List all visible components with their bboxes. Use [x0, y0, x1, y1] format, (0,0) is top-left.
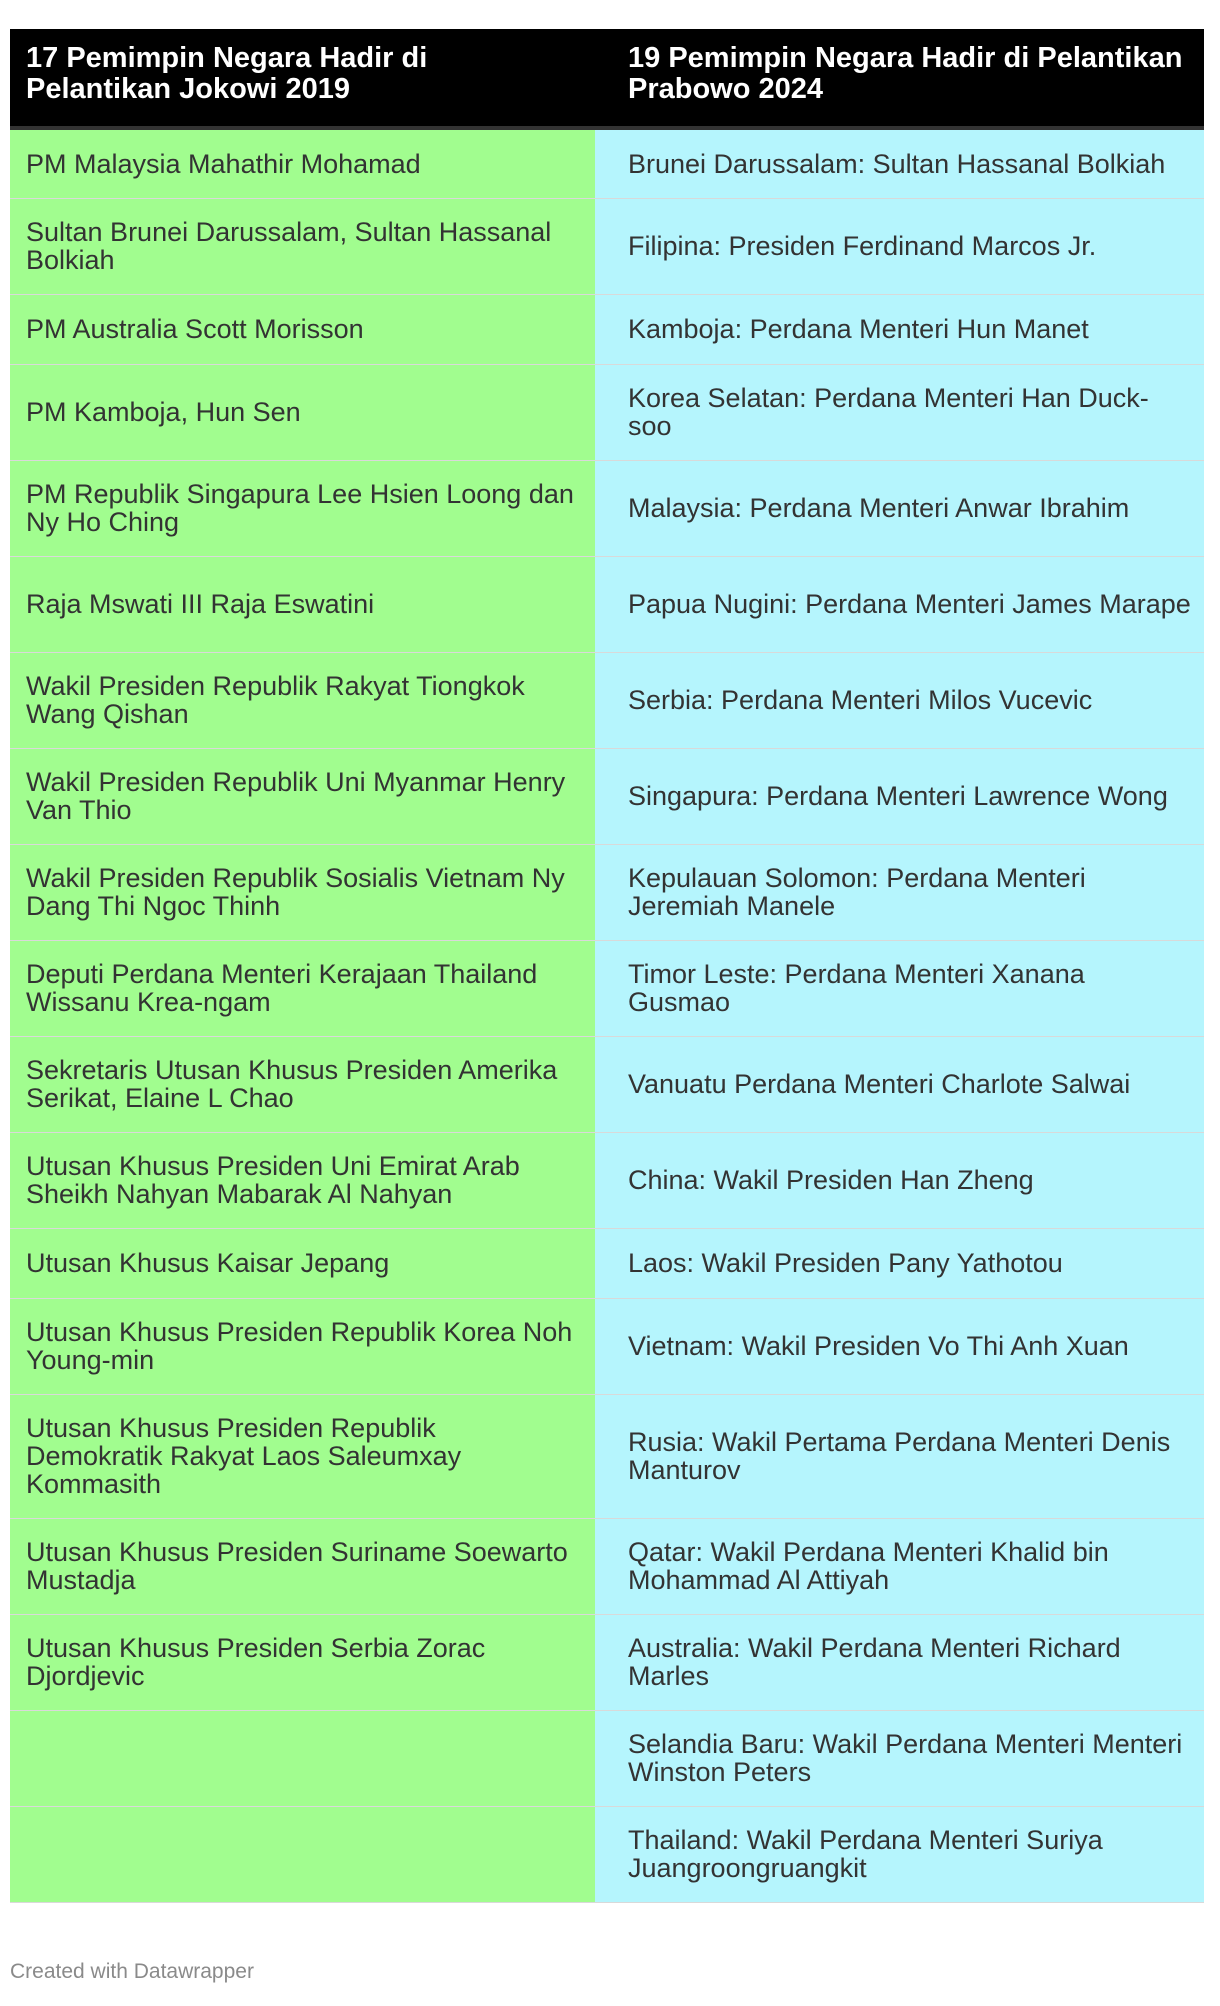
datawrapper-credit: Created with Datawrapper: [10, 1960, 254, 1983]
cell-prabowo-2024: Thailand: Wakil Perdana Menteri Suriya Juangroongruangkit: [595, 1806, 1204, 1902]
cell-jokowi-2019: PM Kamboja, Hun Sen: [10, 364, 595, 460]
cell-jokowi-2019: Utusan Khusus Presiden Republik Korea Noh Young-min: [10, 1298, 595, 1394]
table-row: [10, 1298, 1204, 1394]
cell-jokowi-2019: Utusan Khusus Presiden Suriname Soewarto Mustadja: [10, 1518, 595, 1614]
cell-jokowi-2019: Wakil Presiden Republik Sosialis Vietnam Ny Dang Thi Ngoc Thinh: [10, 844, 595, 940]
table-row: [10, 128, 1204, 198]
table-row: [10, 844, 1204, 940]
cell-prabowo-2024: Malaysia: Perdana Menteri Anwar Ibrahim: [595, 460, 1204, 556]
table-row: [10, 460, 1204, 556]
table-row: [10, 652, 1204, 748]
table-row: [10, 294, 1204, 364]
cell-prabowo-2024: Vietnam: Wakil Presiden Vo Thi Anh Xuan: [595, 1298, 1204, 1394]
leaders-comparison-table-container: [10, 29, 1204, 1903]
cell-jokowi-2019: [10, 1806, 595, 1902]
table-row: [10, 748, 1204, 844]
cell-prabowo-2024: Timor Leste: Perdana Menteri Xanana Gusmao: [595, 940, 1204, 1036]
cell-jokowi-2019: Utusan Khusus Presiden Serbia Zorac Djordjevic: [10, 1614, 595, 1710]
cell-jokowi-2019: Deputi Perdana Menteri Kerajaan Thailand Wissanu Krea-ngam: [10, 940, 595, 1036]
column-header-prabowo-2024: 19 Pemimpin Negara Hadir di Pelantikan Prabowo 2024: [595, 29, 1204, 128]
cell-jokowi-2019: Utusan Khusus Kaisar Jepang: [10, 1228, 595, 1298]
cell-jokowi-2019: PM Republik Singapura Lee Hsien Loong dan Ny Ho Ching: [10, 460, 595, 556]
cell-prabowo-2024: Singapura: Perdana Menteri Lawrence Wong: [595, 748, 1204, 844]
table-row: [10, 1806, 1204, 1902]
cell-jokowi-2019: Utusan Khusus Presiden Republik Demokratik Rakyat Laos Saleumxay Kommasith: [10, 1394, 595, 1518]
cell-prabowo-2024: Kepulauan Solomon: Perdana Menteri Jeremiah Manele: [595, 844, 1204, 940]
table-row: [10, 1518, 1204, 1614]
table-row: [10, 364, 1204, 460]
table-row: [10, 556, 1204, 652]
table-row: [10, 1036, 1204, 1132]
table-body: [10, 128, 1204, 1902]
table-row: [10, 1710, 1204, 1806]
table-row: [10, 1614, 1204, 1710]
cell-prabowo-2024: Laos: Wakil Presiden Pany Yathotou: [595, 1228, 1204, 1298]
table-row: [10, 198, 1204, 294]
table-row: [10, 1228, 1204, 1298]
leaders-comparison-table: [10, 29, 1204, 1903]
cell-prabowo-2024: Korea Selatan: Perdana Menteri Han Duck-soo: [595, 364, 1204, 460]
table-row: [10, 940, 1204, 1036]
cell-prabowo-2024: China: Wakil Presiden Han Zheng: [595, 1132, 1204, 1228]
cell-jokowi-2019: PM Malaysia Mahathir Mohamad: [10, 128, 595, 198]
cell-prabowo-2024: Serbia: Perdana Menteri Milos Vucevic: [595, 652, 1204, 748]
cell-prabowo-2024: Kamboja: Perdana Menteri Hun Manet: [595, 294, 1204, 364]
cell-prabowo-2024: Papua Nugini: Perdana Menteri James Marape: [595, 556, 1204, 652]
cell-prabowo-2024: Qatar: Wakil Perdana Menteri Khalid bin Mohammad Al Attiyah: [595, 1518, 1204, 1614]
cell-jokowi-2019: Raja Mswati III Raja Eswatini: [10, 556, 595, 652]
cell-jokowi-2019: [10, 1710, 595, 1806]
cell-jokowi-2019: Wakil Presiden Republik Rakyat Tiongkok Wang Qishan: [10, 652, 595, 748]
cell-jokowi-2019: Wakil Presiden Republik Uni Myanmar Henry Van Thio: [10, 748, 595, 844]
table-row: [10, 1394, 1204, 1518]
cell-prabowo-2024: Vanuatu Perdana Menteri Charlote Salwai: [595, 1036, 1204, 1132]
column-header-jokowi-2019: 17 Pemimpin Negara Hadir di Pelantikan Jokowi 2019: [10, 29, 595, 128]
table-header: [10, 29, 1204, 128]
cell-prabowo-2024: Rusia: Wakil Pertama Perdana Menteri Denis Manturov: [595, 1394, 1204, 1518]
table-row: [10, 1132, 1204, 1228]
cell-jokowi-2019: Sultan Brunei Darussalam, Sultan Hassanal Bolkiah: [10, 198, 595, 294]
cell-jokowi-2019: PM Australia Scott Morisson: [10, 294, 595, 364]
cell-prabowo-2024: Brunei Darussalam: Sultan Hassanal Bolkiah: [595, 128, 1204, 198]
table-header-row: [10, 29, 1204, 128]
cell-prabowo-2024: Selandia Baru: Wakil Perdana Menteri Menteri Winston Peters: [595, 1710, 1204, 1806]
cell-jokowi-2019: Utusan Khusus Presiden Uni Emirat Arab Sheikh Nahyan Mabarak Al Nahyan: [10, 1132, 595, 1228]
cell-jokowi-2019: Sekretaris Utusan Khusus Presiden Amerika Serikat, Elaine L Chao: [10, 1036, 595, 1132]
cell-prabowo-2024: Filipina: Presiden Ferdinand Marcos Jr.: [595, 198, 1204, 294]
cell-prabowo-2024: Australia: Wakil Perdana Menteri Richard Marles: [595, 1614, 1204, 1710]
